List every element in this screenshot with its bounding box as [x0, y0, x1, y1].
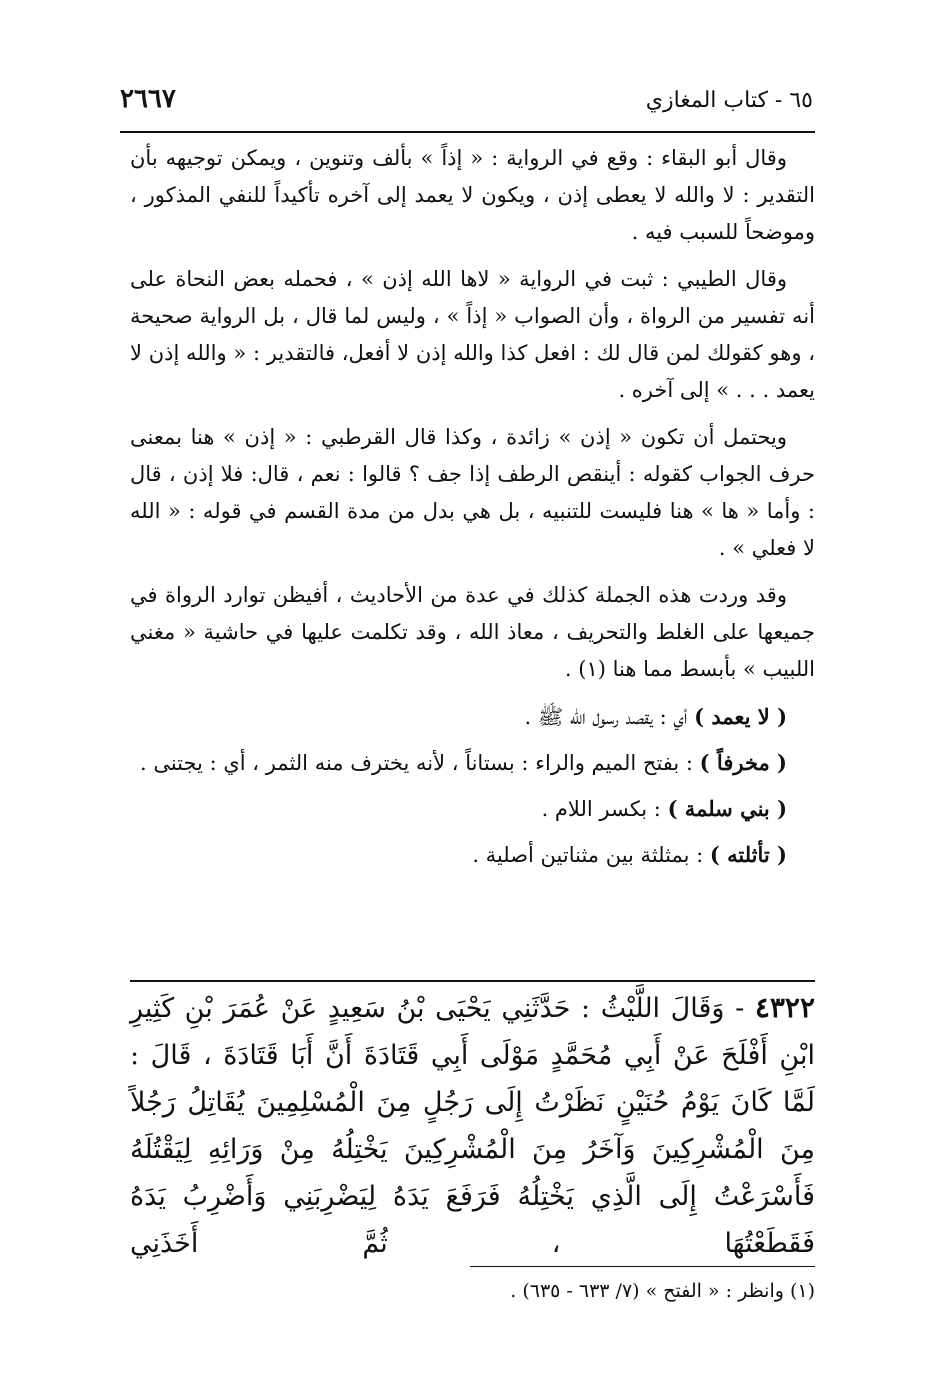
defined-term: ( مخرفاً ) [699, 750, 787, 775]
commentary-paragraph: وقد وردت هذه الجملة كذلك في عدة من الأحاديث ، أفيظن توارد الرواة في جميعها على الغلط والتحريف ، معاذ الله ، وقد تكلمت عليها في حاشية « مغني اللبيب » بأبسط مما هنا (١) . [130, 583, 815, 681]
definition-text: : بفتح الميم والراء : بستاناً ، لأنه يخترف منه الثمر ، أي : يجتنى . [139, 751, 700, 775]
word-definition [130, 836, 815, 874]
commentary-section [130, 140, 815, 882]
footnote-rule [470, 1266, 815, 1267]
word-definition [130, 790, 815, 828]
chapter-title: ٦٥ - كتاب المغازي [645, 88, 813, 113]
hadith-body: - وَقَالَ اللَّيْثُ : حَدَّثَنِي يَحْيَى بْنُ سَعِيدٍ عَنْ عُمَرَ بْنِ كَثِيرِ ابْنِ أَفْلَحَ عَنْ أَبِي مُحَمَّدٍ مَوْلَى أَبِي قَتَادَةَ أَنَّ أَبَا قَتَادَةَ ، قَالَ : لَمَّا كَانَ يَوْمُ حُنَيْنٍ نَظَرْتُ إِلَى رَجُلٍ مِنَ الْمُسْلِمِينَ يُقَاتِلُ رَجُلاً مِنَ الْمُشْرِكِينَ وَآخَرُ مِنَ الْمُشْرِكِينَ يَخْتِلُهُ مِنْ وَرَائِهِ لِيَقْتُلَهُ فَأَسْرَعْتُ إِلَى الَّذِي يَخْتِلُهُ فَرَفَعَ يَدَهُ لِيَضْرِبَنِي وَأَضْرِبُ يَدَهُ فَقَطَعْتُهَا ، ثُمَّ أَخَذَنِي [130, 993, 815, 1259]
hadith-number: ٤٣٢٢ [754, 991, 815, 1024]
definition-text: : بمثلثة بين مثناتين أصلية . [472, 843, 710, 867]
header-rule [120, 131, 815, 133]
footnote: (١) وانظر : « الفتح » (٧/ ٦٣٣ - ٦٣٥) . [510, 1280, 815, 1302]
word-definition [130, 698, 815, 736]
defined-term: ( لا يعمد ) [694, 704, 787, 729]
defined-term: ( تأثلته ) [709, 842, 787, 867]
page-number: ٢٦٦٧ [120, 84, 176, 114]
commentary-paragraph: وقال أبو البقاء : وقع في الرواية : « إذاً » بألف وتنوين ، ويمكن توجيهه بأن التقدير : لا والله لا يعطى إذن ، ويكون لا يعمد إلى آخره تأكيداً للنفي المذكور ، وموضحاً للسبب فيه . [130, 146, 815, 244]
hadith-paragraph [130, 984, 815, 1267]
commentary-paragraph: وقال الطيبي : ثبت في الرواية « لاها الله إذن » ، فحمله بعض النحاة على أنه تفسير من الرواة ، وأن الصواب « إذاً » ، وليس لما قال ، بل الرواية صحيحة ، وهو كقولك لمن قال لك : افعل كذا والله إذن لا أفعل، فالتقدير : « والله إذن لا يعمد . . . » إلى آخره . [130, 267, 815, 402]
section-divider [130, 980, 815, 982]
word-definition [130, 744, 815, 782]
definition-text: : بكسر اللام . [541, 797, 668, 821]
defined-term: ( بني سلمة ) [667, 796, 787, 821]
page-header [120, 84, 815, 128]
commentary-paragraph: ويحتمل أن تكون « إذن » زائدة ، وكذا قال القرطبي : « إذن » هنا بمعنى حرف الجواب كقوله : أينقص الرطف إذا جف ؟ قالوا : نعم ، قال: فلا إذن ، قال : وأما « ها » هنا فليست للتنبيه ، بل هي بدل من مدة القسم في قوله : « الله لا فعلي » . [130, 425, 815, 560]
definition-text: أي : يقصد رسول الله ﷺ . [524, 705, 695, 729]
hadith-text [130, 984, 815, 1267]
